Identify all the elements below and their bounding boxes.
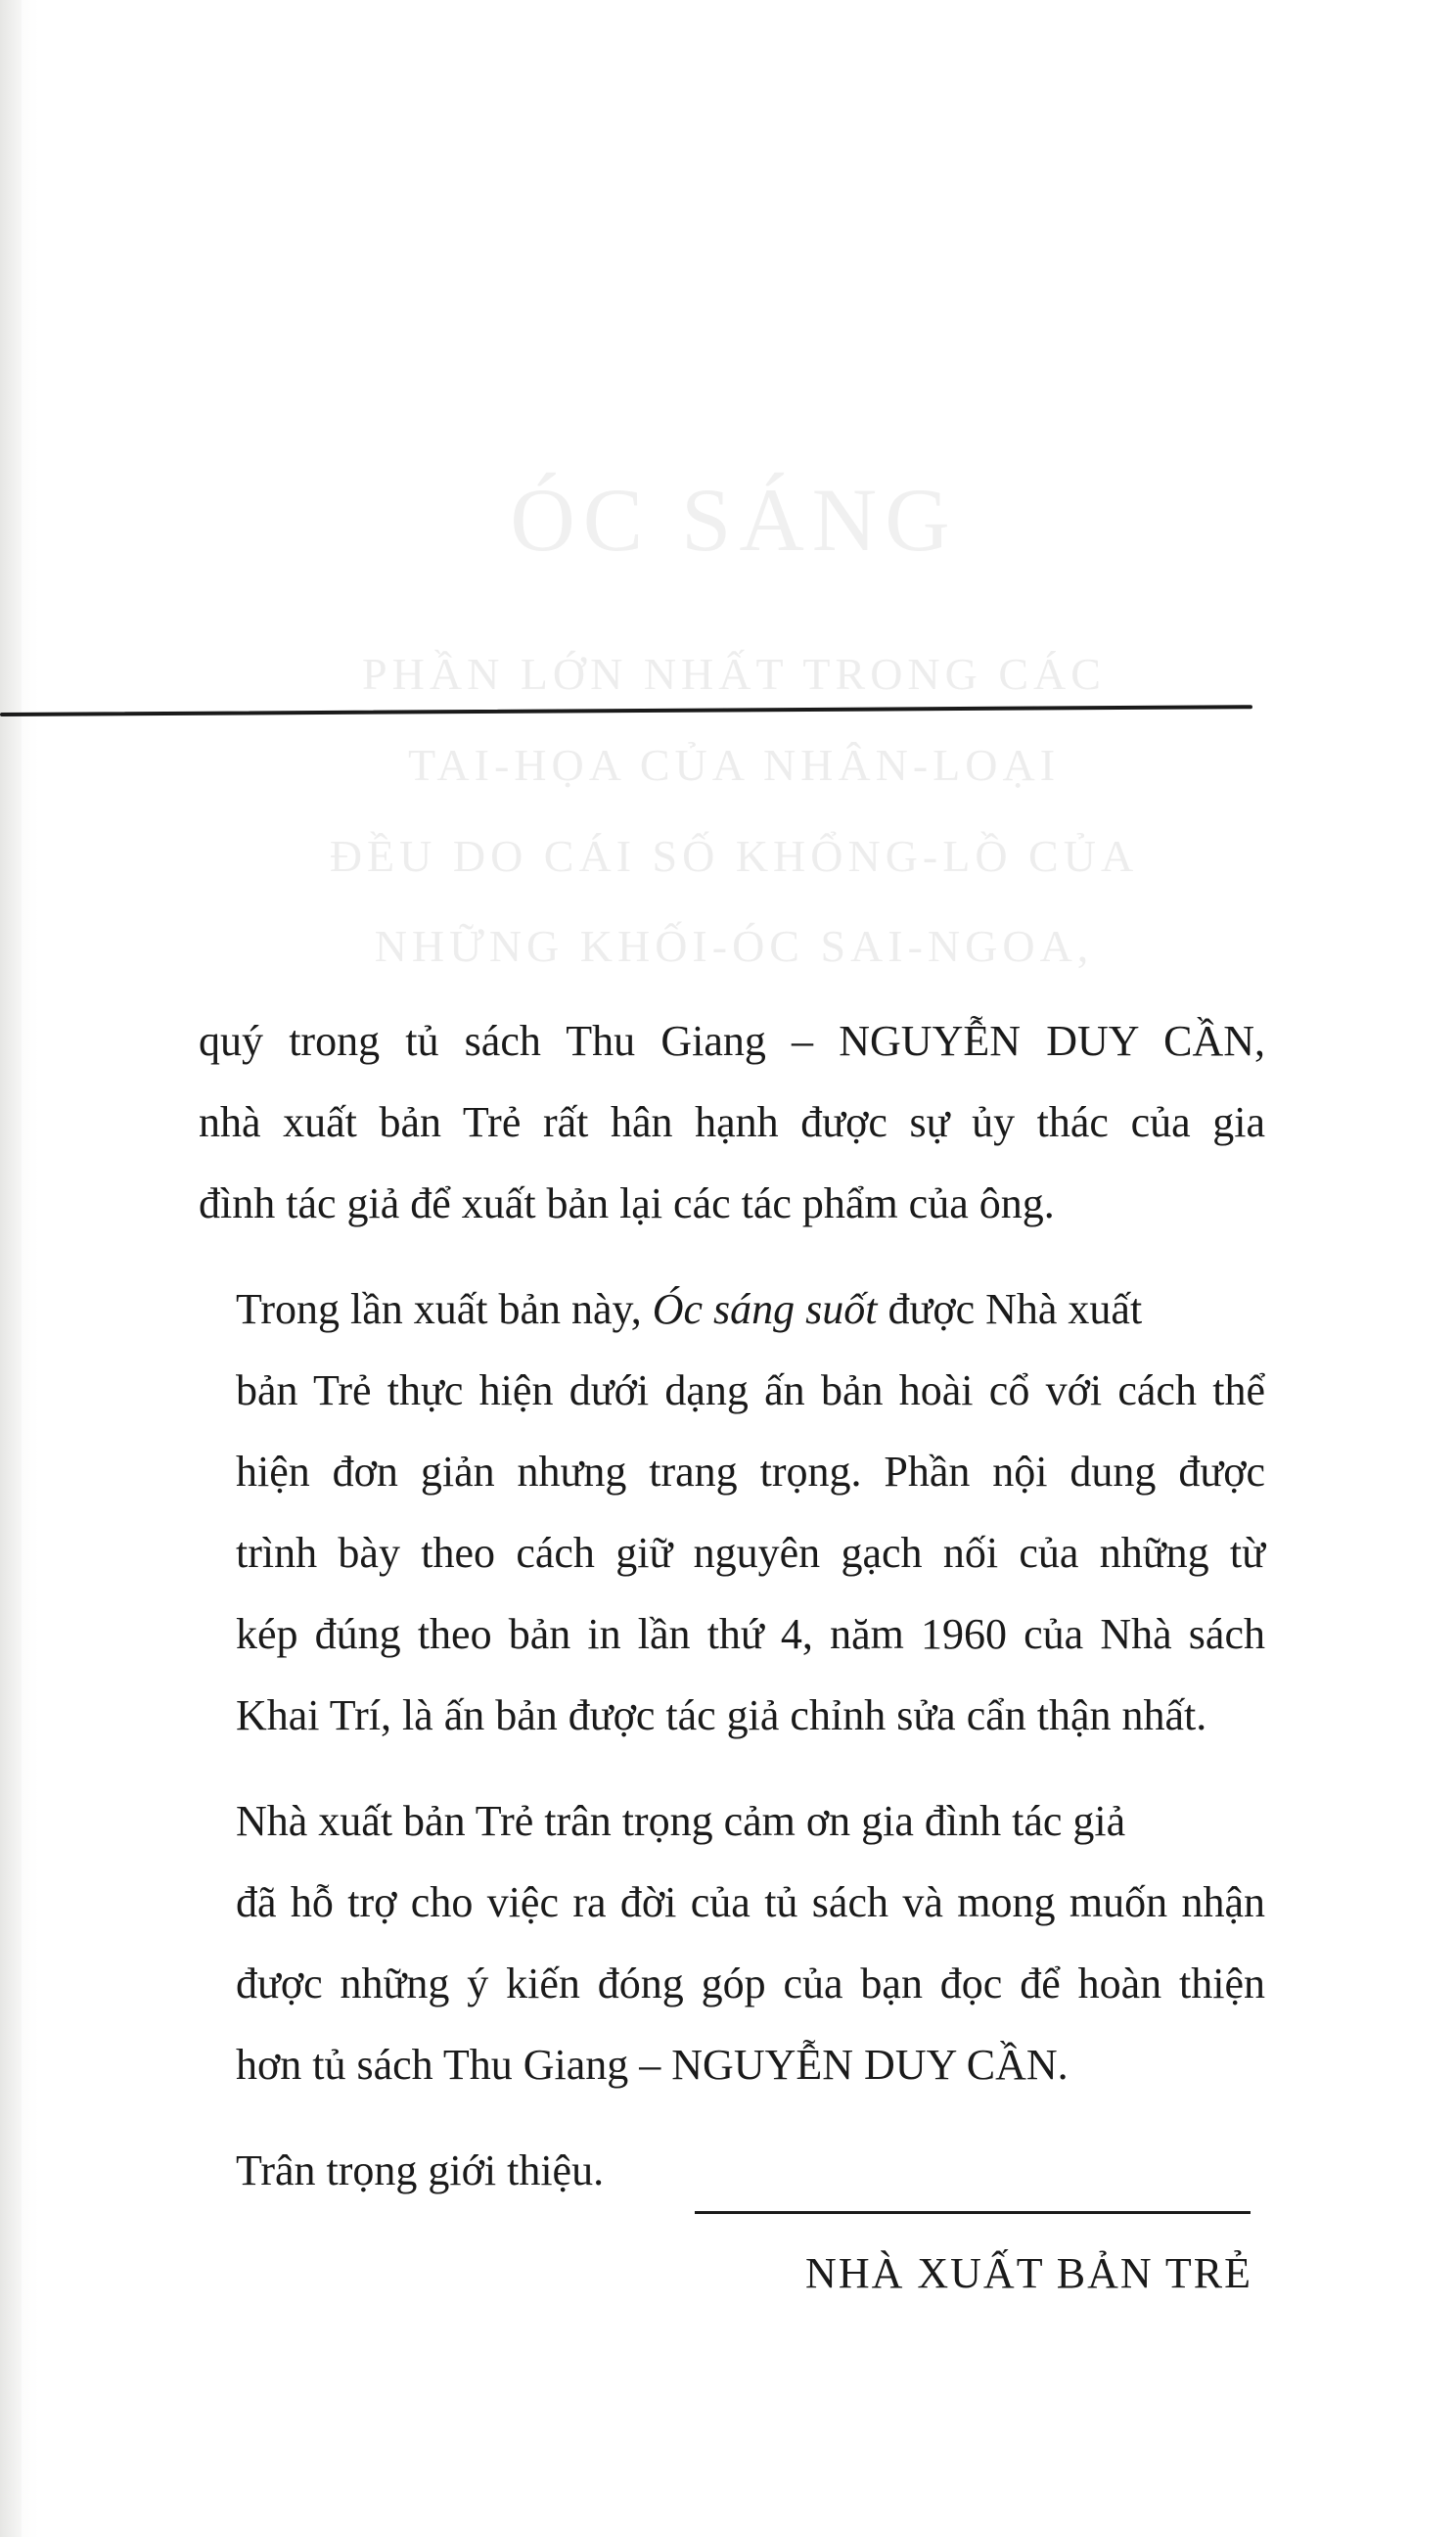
text-line: được những ý kiến đóng góp của bạn đọc để hoàn thiện: [236, 1960, 1265, 2007]
show-through-line: NHỮNG KHỐI-ÓC SAI-NGOA,: [374, 921, 1094, 971]
publisher-signature: NHÀ XUẤT BẢN TRẺ: [805, 2249, 1252, 2297]
text-line: hơn tủ sách Thu Giang – NGUYỄN DUY CẦN.: [236, 2041, 1069, 2089]
text-line: Nhà xuất bản Trẻ trân trọng cảm ơn gia đình tác giả: [236, 1797, 1126, 1845]
top-divider-rule: [0, 705, 1252, 716]
show-through-title: ÓC SÁNG: [510, 470, 958, 570]
text-line: Khai Trí, là ấn bản được tác giả chỉnh sửa cẩn thận nhất.: [236, 1691, 1207, 1739]
text-run: được Nhà xuất: [877, 1285, 1143, 1333]
page-binding-edge: [0, 0, 22, 2537]
text-line: kép đúng theo bản in lần thứ 4, năm 1960 của Nhà sách: [236, 1610, 1265, 1658]
text-line: nhà xuất bản Trẻ rất hân hạnh được sự ủy thác của gia: [199, 1098, 1265, 1146]
paragraph-1: [199, 1000, 1265, 1244]
text-line: [199, 1268, 1265, 1350]
body-text: [199, 1000, 1265, 2211]
signature-divider-rule: [695, 2211, 1251, 2214]
paragraph-closing: [199, 2130, 1265, 2211]
text-line: hiện đơn giản nhưng trang trọng. Phần nội dung được: [236, 1448, 1265, 1496]
book-title-italic: Óc sáng suốt: [652, 1285, 878, 1333]
paragraph-2: [199, 1268, 1265, 1756]
show-through-line: ĐỀU DO CÁI SỐ KHỔNG-LỒ CỦA: [329, 831, 1139, 881]
text-line: đã hỗ trợ cho việc ra đời của tủ sách và mong muốn nhận: [236, 1878, 1265, 1926]
text-line: quý trong tủ sách Thu Giang – NGUYỄN DUY CẦN,: [199, 1017, 1265, 1065]
text-line: Trân trọng giới thiệu.: [236, 2146, 605, 2194]
text-line: trình bày theo cách giữ nguyên gạch nối của những từ: [236, 1529, 1265, 1577]
paragraph-3: [199, 1780, 1265, 2105]
text-run: Trong lần xuất bản này,: [236, 1285, 653, 1333]
show-through-line: PHẦN LỚN NHẤT TRONG CÁC: [362, 649, 1106, 699]
text-line: đình tác giả để xuất bản lại các tác phẩm của ông.: [199, 1179, 1055, 1227]
show-through-line: TAI-HỌA CỦA NHÂN-LOẠI: [407, 740, 1061, 790]
text-line: bản Trẻ thực hiện dưới dạng ấn bản hoài cổ với cách thể: [236, 1366, 1265, 1414]
